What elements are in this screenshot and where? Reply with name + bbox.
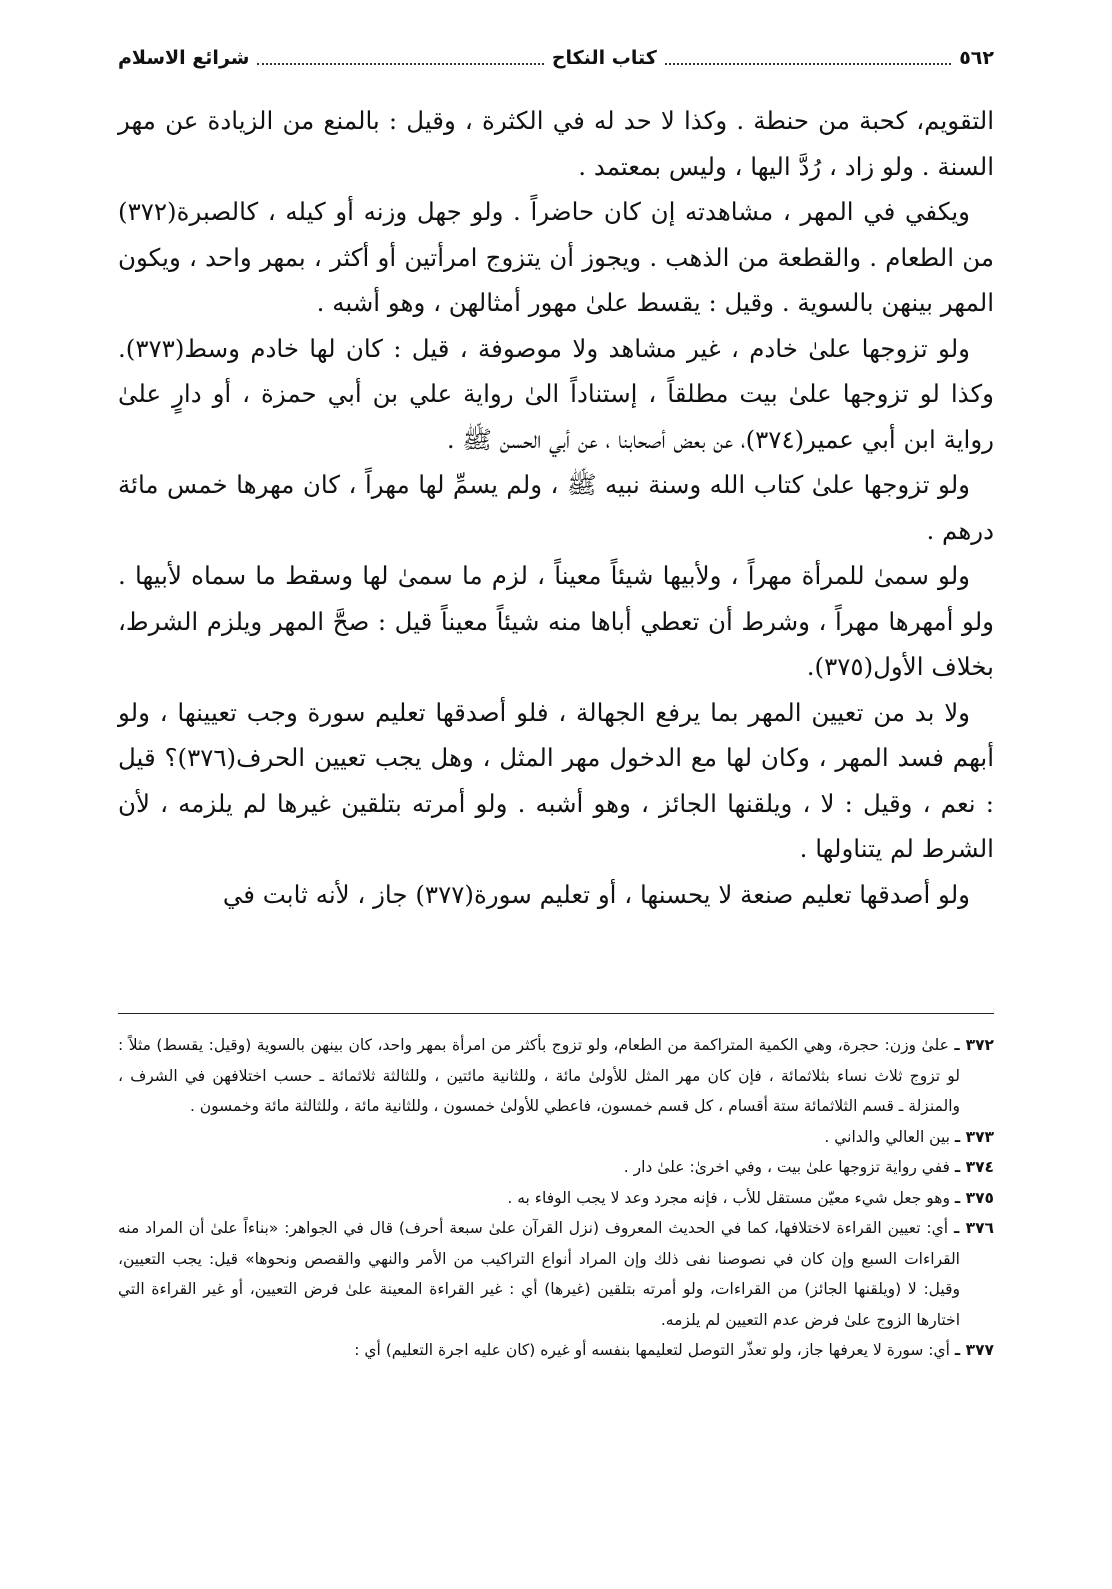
footnote-separator — [118, 1013, 994, 1014]
book-title: شرائع الاسلام — [118, 47, 250, 69]
footnote — [118, 1335, 994, 1366]
paragraph: التقويم، كحبة من حنطة . وكذا لا حد له في الكثرة ، وقيل : بالمنع من الزيادة عن مهر السنة . ولو زاد ، رُدَّ اليها ، وليس بمعتمد . — [118, 106, 994, 181]
footnote-number: ٣٧٣ ـ — [954, 1127, 994, 1146]
paragraph: ولو تزوجها علىٰ خادم ، غير مشاهد ولا موصوفة ، قيل : كان لها خادم وسط(٣٧٣). وكذا لو تزوجها علىٰ بيت مطلقاً ، إستناداً الىٰ رواية علي بن أبي حمزة ، أو دارٍ علىٰ رواية ابن أبي عمير(٣٧٤)، عن بعض أصحابنا ، عن أبي الحسن ﷺ . — [118, 333, 994, 454]
footnote — [118, 1213, 994, 1335]
footnote-text: وهو جعل شيء معيّن مستقل للأب ، فإنه مجرد وعد لا يجب الوفاء به . — [507, 1188, 950, 1207]
main-text — [118, 98, 994, 917]
footnote-number: ٣٧٤ ـ — [954, 1158, 994, 1176]
footnote-number: ٣٧٥ ـ — [954, 1188, 994, 1207]
footnote — [118, 1152, 994, 1183]
section-title: كتاب النكاح — [551, 47, 657, 69]
footnotes — [118, 1030, 994, 1366]
paragraph: ولو أصدقها تعليم صنعة لا يحسنها ، أو تعليم سورة(٣٧٧) جاز ، لأنه ثابت في — [222, 879, 970, 909]
footnote — [118, 1030, 994, 1122]
header-dotted-leader — [257, 63, 543, 65]
page-header — [118, 38, 994, 78]
footnote-text: ففي رواية تزوجها علىٰ بيت ، وفي اخرىٰ: علىٰ دار . — [623, 1158, 950, 1176]
page-number: ٥٦٢ — [959, 47, 994, 69]
paragraph: ولو تزوجها علىٰ كتاب الله وسنة نبيه ﷺ ، ولم يسمِّ لها مهراً ، كان مهرها خمس مائة درهم . — [118, 470, 994, 545]
footnote-text: أي: تعيين القراءة لاختلافها، كما في الحديث المعروف (نزل القرآن علىٰ سبعة أحرف) قال في الجواهر: «بناءاً علىٰ أن المراد منه القراءات السبع وإن كان في نصوصنا نفى ذلك وإن المراد أنواع التراكيب من الأمر والنهي والقصص ونحوها» قيل: يجب التعيين، وقيل: لا (ويلقنها الجائز) من القراءات، ولو أمرته بتلقين (غيرها) أي : غير القراءة المعينة علىٰ فرض التعيين، أو غير القراءة التي اختارها الزوج علىٰ فرض عدم التعيين لم يلزمه. — [118, 1219, 960, 1329]
footnote — [118, 1183, 994, 1214]
footnote-number: ٣٧٧ ـ — [954, 1341, 994, 1359]
footnote-text: بين العالي والداني . — [824, 1127, 950, 1146]
header-dotted-leader — [665, 63, 951, 65]
footnote-number: ٣٧٢ ـ — [954, 1036, 994, 1054]
footnote-text: أي: سورة لا يعرفها جاز، ولو تعذّر التوصل لتعليمها بنفسه أو غيره (كان عليه اجرة التعليم) أي : — [354, 1341, 950, 1359]
paragraph: ولا بد من تعيين المهر بما يرفع الجهالة ، فلو أصدقها تعليم سورة وجب تعيينها ، ولو أبهم فسد المهر ، وكان لها مع الدخول مهر المثل ، وهل يجب تعيين الحرف(٣٧٦)؟ قيل : نعم ، وقيل : لا ، ويلقنها الجائز ، وهو أشبه . ولو أمرته بتلقين غيرها لم يلزمه ، لأن الشرط لم يتناولها . — [118, 697, 994, 863]
footnote — [118, 1122, 994, 1153]
footnote-number: ٣٧٦ ـ — [953, 1219, 994, 1237]
paragraph: ويكفي في المهر ، مشاهدته إن كان حاضراً . ولو جهل وزنه أو كيله ، كالصبرة(٣٧٢) من الطعام . والقطعة من الذهب . ويجوز أن يتزوج امرأتين أو أكثر ، بمهر واحد ، ويكون المهر بينهن بالسوية . وقيل : يقسط علىٰ مهور أمثالهن ، وهو أشبه . — [118, 197, 994, 317]
footnote-text: علىٰ وزن: حجرة، وهي الكمية المتراكمة من الطعام، ولو تزوج بأكثر من امرأة بمهر واحد، كان بينهن بالسوية (وقيل: يقسط) مثلاً : لو تزوج ثلاث نساء بثلاثمائة ، فإن كان مهر المثل للأولىٰ مائة ، وللثانية مائتين ، وللثالثة ثلاثمائة ـ حسب اختلافهن في الشرف ، والمنزلة ـ قسم الثلاثمائة ستة أقسام ، كل قسم خمسون، فاعطي للأولىٰ خمسون ، وللثانية مائة ، وللثالثة مائة وخمسون . — [118, 1036, 960, 1115]
paragraph: ولو سمىٰ للمرأة مهراً ، ولأبيها شيئاً معيناً ، لزم ما سمىٰ لها وسقط ما سماه لأبيها . ولو أمهرها مهراً ، وشرط أن تعطي أباها منه شيئاً معيناً قيل : صحَّ المهر ويلزم الشرط، بخلاف الأول(٣٧٥). — [118, 561, 994, 681]
